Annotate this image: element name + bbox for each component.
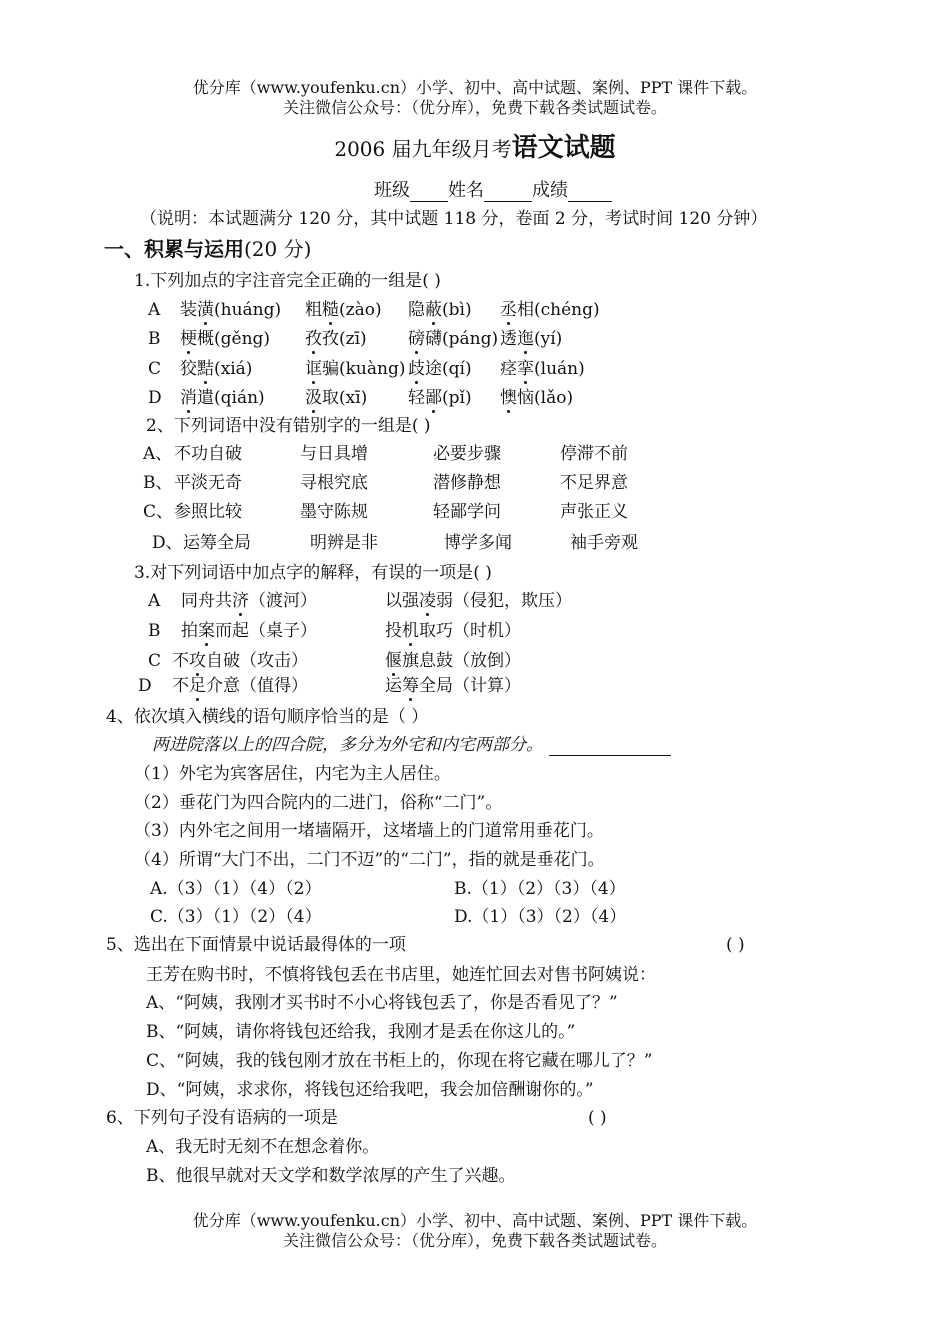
q3-word [385, 676, 521, 696]
q2-word: 不功自破 [174, 444, 242, 464]
q1-word-post: (bì) [442, 300, 472, 320]
q1-word [408, 359, 472, 379]
q3-word [172, 676, 308, 696]
q2-word: 轻鄙学问 [433, 502, 501, 522]
q1-word-post: (pǐ) [442, 388, 472, 408]
q3-word-post: 全局（计算） [419, 676, 521, 696]
q2-option-label: B、 [143, 473, 173, 493]
q1-word-post: 途(qí) [425, 359, 472, 379]
q1-word [305, 359, 405, 379]
q1-option-cell [500, 299, 600, 321]
name-label: 姓名 [448, 180, 484, 201]
q3-option-first [172, 650, 308, 672]
q6-option-b: B、他很早就对天文学和数学浓厚的产生了兴趣。 [146, 1166, 516, 1186]
q4-passage [152, 734, 671, 756]
q1-word-dot: 诓 [305, 359, 322, 379]
q1-word-post: 骗(kuàng) [322, 359, 406, 379]
q1-word-post: 礴(páng) [425, 329, 499, 349]
q1-word-dot: 汲 [305, 388, 322, 408]
q1-option-cell [180, 299, 281, 321]
q3-word-pre: 同舟共 [181, 591, 232, 611]
q3-option-letter: A [148, 591, 161, 611]
q1-word [180, 329, 270, 349]
q1-option-cell [500, 387, 573, 409]
q1-option-letter: B [148, 329, 161, 349]
q2-word: 声张正义 [560, 502, 628, 522]
q3-word-pre: 不 [172, 651, 189, 671]
q1-option-cell [180, 358, 252, 380]
q1-word-dot: 消 [180, 388, 197, 408]
q3-stem: 3.对下列词语中加点字的解释，有误的一项是( ) [134, 563, 492, 583]
q2-option-label: D、 [152, 533, 183, 553]
name-blank[interactable] [484, 183, 532, 202]
q1-word [305, 300, 382, 320]
q1-word-pre: 痉 [500, 359, 517, 379]
q1-word [305, 388, 367, 408]
q1-option-cell [180, 328, 270, 350]
page-title [0, 132, 950, 165]
q4-option-c: C.（3）（1）（2）（4） [150, 907, 322, 927]
score-label: 成绩 [532, 180, 568, 201]
q3-word-dot: 济 [232, 591, 249, 611]
q2-word: 必要步骤 [433, 444, 501, 464]
q4-answer-blank[interactable] [549, 737, 671, 756]
q4-sentence-4: （4）所谓“大门不出，二门不迈”的“二门”，指的就是垂花门。 [134, 850, 605, 870]
q3-word-pre: 不 [172, 676, 189, 696]
q3-option-first [181, 620, 317, 642]
q2-word: 参照比较 [174, 502, 242, 522]
q2-word: 博学多闻 [444, 533, 512, 553]
q2-word: 运筹全局 [183, 533, 251, 553]
q1-word-dot: 歧 [408, 359, 425, 379]
q3-word-pre: 运 [385, 676, 402, 696]
q2-stem: 2、下列词语中没有错别字的一组是( ) [146, 416, 431, 436]
q3-word-pre: 以强 [385, 591, 419, 611]
q3-word-pre: 拍 [181, 621, 198, 641]
q1-word-pre: 轻 [408, 388, 425, 408]
q2-word: 停滞不前 [560, 444, 628, 464]
q1-option-letter: C [148, 359, 162, 379]
q1-word-pre: 透 [500, 329, 517, 349]
exam-note: （说明：本试题满分 120 分，其中试题 118 分，卷面 2 分，考试时间 120 分钟） [140, 209, 768, 229]
q3-word-pre: 投 [385, 621, 402, 641]
q1-word-post: (luán) [534, 359, 585, 379]
q3-option-letter: D [138, 676, 152, 696]
q1-word-post: (xiá) [214, 359, 253, 379]
q1-word [408, 300, 472, 320]
q2-word: 寻根究底 [300, 473, 368, 493]
q4-sentence-1: （1）外宅为宾客居住，内宅为主人居住。 [134, 764, 451, 784]
q1-word-pre: 粗 [305, 300, 322, 320]
q1-word [500, 388, 573, 408]
title-prefix: 2006 届九年级月考 [334, 137, 512, 161]
q3-word-dot: 案 [198, 621, 215, 641]
q3-word-post: （渡河） [249, 591, 317, 611]
q3-word-post: 弱（侵犯，欺压） [436, 591, 572, 611]
q3-word [385, 621, 521, 641]
q3-word-dot: 筹 [402, 676, 419, 696]
q1-option-letter: D [148, 388, 162, 408]
q1-option-cell [408, 358, 472, 380]
q3-word-post: 取巧（时机） [419, 621, 521, 641]
q1-word [180, 359, 252, 379]
q1-option-cell [305, 328, 367, 350]
q3-word [181, 621, 317, 641]
q4-sentence-3: （3）内外宅之间用一堵墙隔开，这堵墙上的门道常用垂花门。 [134, 821, 604, 841]
q1-option-cell [408, 387, 472, 409]
title-main: 语文试题 [511, 133, 616, 163]
q5-stem: 5、选出在下面情景中说话最得体的一项 [106, 935, 406, 955]
q1-option-letter: A [148, 300, 161, 320]
q5-context: 王芳在购书时，不慎将钱包丢在书店里，她连忙回去对售书阿姨说： [146, 965, 656, 985]
footer-line-1: 优分库（www.youfenku.cn）小学、初中、高中试题、案例、PPT 课件下载。 [192, 1211, 758, 1230]
q3-option-second [385, 675, 521, 697]
q3-word [181, 591, 317, 611]
q2-word: 不足界意 [560, 473, 628, 493]
q1-word-dot: 懊 [500, 388, 517, 408]
class-blank[interactable] [410, 183, 448, 202]
q3-word-post: 而起（桌子） [215, 621, 317, 641]
q5-option-b: B、“阿姨，请你将钱包还给我，我刚才是丢在你这儿的。” [146, 1022, 576, 1042]
header-line-1: 优分库（www.youfenku.cn）小学、初中、高中试题、案例、PPT 课件下载。 [192, 78, 758, 97]
q2-word: 与日具增 [300, 444, 368, 464]
q5-option-d: D、“阿姨，求求你，将钱包还给我吧，我会加倍酬谢你的。” [146, 1080, 594, 1100]
q1-stem: 1.下列加点的字注音完全正确的一组是( ) [134, 271, 441, 291]
class-label: 班级 [374, 180, 410, 201]
q4-passage-text: 两进院落以上的四合院，多分为外宅和内宅两部分。 [152, 735, 543, 755]
q1-word-dot: 丞 [500, 300, 517, 320]
q3-word-dot: 机 [402, 621, 419, 641]
q1-word-dot: 蔽 [425, 300, 442, 320]
header-line-2: 关注微信公众号：（优分库），免费下载各类试题试卷。 [282, 98, 667, 117]
q2-word: 平淡无奇 [174, 473, 242, 493]
section-1-title [104, 236, 311, 262]
q6-option-a: A、我无时无刻不在想念着你。 [146, 1137, 380, 1157]
q1-option-cell [305, 299, 382, 321]
q3-option-letter: B [148, 621, 161, 641]
q1-word [180, 388, 265, 408]
q3-word-post: 自破（攻击） [206, 651, 308, 671]
q6-stem: 6、下列句子没有语病的一项是 [106, 1108, 338, 1128]
q1-word-pre: 狡 [180, 359, 197, 379]
q1-word-post: (zào) [339, 300, 382, 320]
q3-word-post: 旗息鼓（放倒） [402, 651, 521, 671]
q3-option-second [385, 590, 572, 612]
q1-word-pre: 装 [180, 300, 197, 320]
q1-word-post: 恼(lǎo) [517, 388, 574, 408]
q1-word [180, 300, 281, 320]
q1-word [305, 329, 367, 349]
q1-word-dot: 孜 [305, 329, 322, 349]
q2-option-label: A、 [143, 444, 173, 464]
q4-option-b: B.（1）（2）（3）（4） [454, 879, 626, 899]
q1-word-dot: 迤 [517, 329, 534, 349]
q3-word-post: 介意（值得） [206, 676, 308, 696]
q2-word: 潜修静想 [433, 473, 501, 493]
q6-answer-paren: ( ) [588, 1108, 607, 1128]
q1-word-dot: 挛 [517, 359, 534, 379]
score-blank[interactable] [568, 183, 612, 202]
q1-word [408, 388, 472, 408]
q2-word: 明辨是非 [310, 533, 378, 553]
q3-word-dot: 凌 [419, 591, 436, 611]
q1-word [500, 300, 600, 320]
q1-word-pre: 隐 [408, 300, 425, 320]
q1-word-post: 概(gěng) [197, 329, 271, 349]
q1-option-cell [305, 387, 367, 409]
q3-option-second [385, 650, 521, 672]
q3-word-dot: 偃 [385, 651, 402, 671]
q2-option-label: C、 [143, 502, 174, 522]
q5-option-a: A、“阿姨，我刚才买书时不小心将钱包丢了，你是否看见了？” [146, 993, 618, 1013]
q3-option-first [172, 675, 308, 697]
q1-word-post: (huáng) [214, 300, 282, 320]
q5-option-c: C、“阿姨，我的钱包刚才放在书柜上的，你现在将它藏在哪儿了？” [146, 1051, 653, 1071]
q1-word-post: 相(chéng) [517, 300, 600, 320]
q1-word [500, 359, 585, 379]
section-1-points: (20 分) [244, 237, 312, 261]
q1-option-cell [305, 358, 405, 380]
q1-word [408, 329, 498, 349]
q3-word-dot: 足 [189, 676, 206, 696]
q1-option-cell [408, 328, 498, 350]
q1-option-cell [500, 328, 562, 350]
q3-word [385, 591, 572, 611]
section-1-name: 一、积累与运用 [104, 237, 244, 261]
q1-option-cell [180, 387, 265, 409]
q1-word-post: 孜(zī) [322, 329, 367, 349]
q1-option-cell [500, 358, 585, 380]
q1-word-dot: 梗 [180, 329, 197, 349]
q4-sentence-2: （2）垂花门为四合院内的二进门，俗称“二门”。 [134, 793, 503, 813]
q4-stem: 4、依次填入横线的语句顺序恰当的是（ ） [106, 707, 429, 727]
q1-word-dot: 黠 [197, 359, 214, 379]
q1-word-post: (yí) [534, 329, 563, 349]
q1-word-dot: 糙 [322, 300, 339, 320]
student-info [374, 180, 612, 202]
footer-line-2: 关注微信公众号：（优分库），免费下载各类试题试卷。 [282, 1231, 667, 1250]
q3-option-second [385, 620, 521, 642]
q4-option-d: D.（1）（3）（2）（4） [454, 907, 627, 927]
q4-option-a: A.（3）（1）（4）（2） [150, 879, 322, 899]
q1-word [500, 329, 562, 349]
q2-word: 袖手旁观 [570, 533, 638, 553]
q5-answer-paren: ( ) [726, 935, 745, 955]
q1-option-cell [408, 299, 472, 321]
q3-word [172, 651, 308, 671]
q3-word [385, 651, 521, 671]
q3-option-letter: C [148, 651, 162, 671]
q1-word-dot: 鄙 [425, 388, 442, 408]
q3-word-dot: 攻 [189, 651, 206, 671]
q1-word-dot: 磅 [408, 329, 425, 349]
q1-word-dot: 潢 [197, 300, 214, 320]
q2-word: 墨守陈规 [300, 502, 368, 522]
q3-option-first [181, 590, 317, 612]
q1-word-post: 遣(qián) [197, 388, 265, 408]
q1-word-post: 取(xī) [322, 388, 368, 408]
